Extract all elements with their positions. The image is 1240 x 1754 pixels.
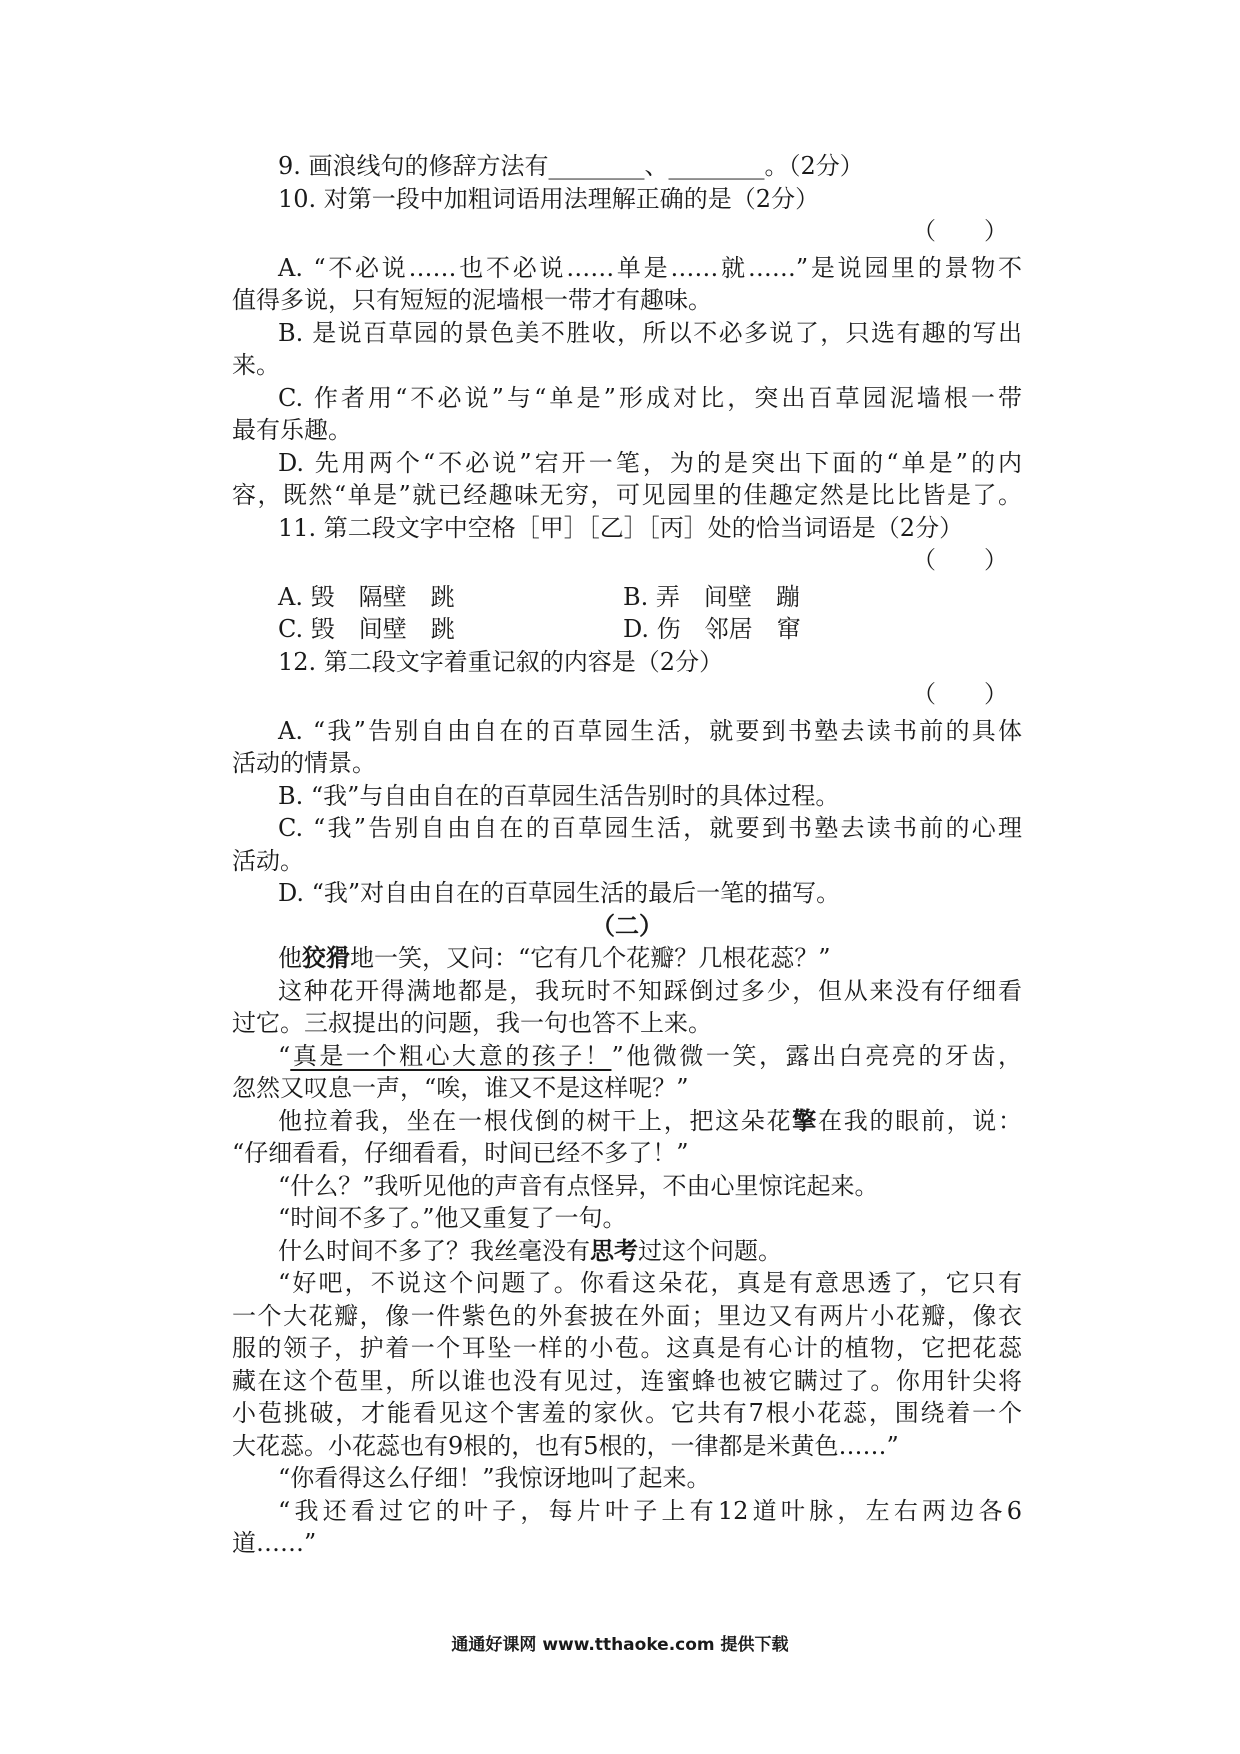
passage-paragraph-10-line2: 道……”	[232, 1529, 317, 1557]
passage-paragraph-2-line2: 过它。三叔提出的问题，我一句也答不上来。	[232, 1009, 712, 1037]
q12-option-b: B. “我”与自由自在的百草园生活告别时的具体过程。	[278, 781, 840, 810]
q10-option-b-line1: B. 是说百草园的景色美不胜收，所以不必多说了，只选有趣的写出	[278, 318, 1022, 347]
q10-option-a-line1: A. “不必说……也不必说……单是……就……”是说园里的景物不	[278, 253, 1022, 282]
q12-option-d: D. “我”对自由自在的百草园生活的最后一笔的描写。	[278, 879, 841, 907]
q11-options-row1	[232, 581, 1022, 614]
answer-bracket-10: （ ）	[912, 217, 1008, 245]
passage-paragraph-3-line2: 忽然又叹息一声，“唉，谁又不是这样呢？”	[232, 1074, 689, 1102]
q10-option-a-line2: 值得多说，只有短短的泥墙根一带才有趣味。	[232, 286, 712, 314]
passage-paragraph-10-line1: “我还看过它的叶子，每片叶子上有12道叶脉，左右两边各6	[278, 1496, 1022, 1525]
passage-paragraph-4-line1: 他拉着我，坐在一根伐倒的树干上，把这朵花擎在我的眼前，说：	[278, 1105, 1023, 1135]
q11-option-a: A. 毁 隔壁 跳	[278, 582, 455, 611]
passage-paragraph-8-line6: 大花蕊。小花蕊也有9根的，也有5根的，一律都是米黄色……”	[232, 1431, 899, 1460]
q12-option-c-line2: 活动。	[232, 846, 304, 875]
bold-word: 擎	[792, 1105, 819, 1135]
passage-paragraph-4-line2: “仔细看看，仔细看看，时间已经不多了！”	[232, 1139, 689, 1167]
passage-paragraph-8-line2: 一个大花瓣，像一件紫色的外套披在外面；里边又有两片小花瓣，像衣	[232, 1301, 1022, 1330]
passage-paragraph-8-line3: 服的领子，护着一个耳坠一样的小苞。这真是有心计的植物，它把花蕊	[232, 1334, 1022, 1362]
q10-option-d-line1: D. 先用两个“不必说”宕开一笔，为的是突出下面的“单是”的内	[278, 448, 1022, 477]
passage-paragraph-6: “时间不多了。”他又重复了一句。	[278, 1204, 627, 1232]
bold-word: 思考	[590, 1235, 638, 1265]
q10-option-d-line2: 容，既然“单是”就已经趣味无穷，可见园里的佳趣定然是比比皆是了。	[232, 481, 1022, 509]
exam-page	[232, 150, 1022, 1560]
question-11-stem: 11. 第二段文字中空格［甲］［乙］［丙］处的恰当词语是（2分）	[278, 513, 964, 542]
passage-paragraph-8-line4: 藏在这个苞里，所以谁也没有见过，连蜜蜂也被它瞒过了。你用针尖将	[232, 1366, 1022, 1395]
q11-option-b: B. 弄 间壁 蹦	[623, 582, 800, 611]
q11-option-c: C. 毁 间壁 跳	[278, 615, 455, 643]
bold-word: 狡猾	[302, 943, 350, 972]
q12-option-a-line2: 活动的情景。	[232, 749, 376, 777]
q12-option-a-line1: A. “我”告别自由自在的百草园生活，就要到书塾去读书前的具体	[278, 716, 1022, 745]
passage-paragraph-8-line5: 小苞挑破，才能看见这个害羞的家伙。它共有7根小花蕊，围绕着一个	[232, 1399, 1022, 1427]
answer-bracket-11: （ ）	[912, 546, 1008, 574]
question-9: 9. 画浪线句的修辞方法有________、________。（2分）	[278, 152, 864, 180]
passage-paragraph-8-line1: “好吧，不说这个问题了。你看这朵花，真是有意思透了，它只有	[278, 1269, 1022, 1297]
q11-option-d: D. 伤 邻居 窜	[623, 615, 801, 643]
passage-paragraph-7: 什么时间不多了？我丝毫没有思考过这个问题。	[278, 1235, 782, 1265]
footer-credit: 通通好课网 www.tthaoke.com 提供下载	[451, 1635, 789, 1655]
answer-bracket-12: （ ）	[912, 680, 1008, 708]
underlined-sentence: 真是一个粗心大意的孩子！	[290, 1041, 612, 1070]
passage-paragraph-2-line1: 这种花开得满地都是，我玩时不知踩倒过多少，但从来没有仔细看	[278, 976, 1022, 1005]
q10-option-c-line1: C. 作者用“不必说”与“单是”形成对比，突出百草园泥墙根一带	[278, 383, 1022, 412]
passage-paragraph-1: 他狡猾地一笑，又问：“它有几个花瓣？几根花蕊？”	[278, 943, 831, 972]
passage-paragraph-3-line1: “真是一个粗心大意的孩子！”他微微一笑，露出白亮亮的牙齿，	[278, 1041, 1022, 1070]
q11-options-row2	[232, 613, 1022, 646]
q12-option-c-line1: C. “我”告别自由自在的百草园生活，就要到书塾去读书前的心理	[278, 814, 1022, 842]
question-12-stem: 12. 第二段文字着重记叙的内容是（2分）	[278, 647, 724, 676]
q10-option-c-line2: 最有乐趣。	[232, 416, 352, 444]
q10-option-b-line2: 来。	[232, 351, 280, 379]
question-10-stem: 10. 对第一段中加粗词语用法理解正确的是（2分）	[278, 184, 820, 213]
section-heading: （二）	[591, 910, 663, 940]
passage-paragraph-9: “你看得这么仔细！”我惊讶地叫了起来。	[278, 1464, 711, 1492]
passage-paragraph-5: “什么？”我听见他的声音有点怪异，不由心里惊诧起来。	[278, 1171, 879, 1200]
